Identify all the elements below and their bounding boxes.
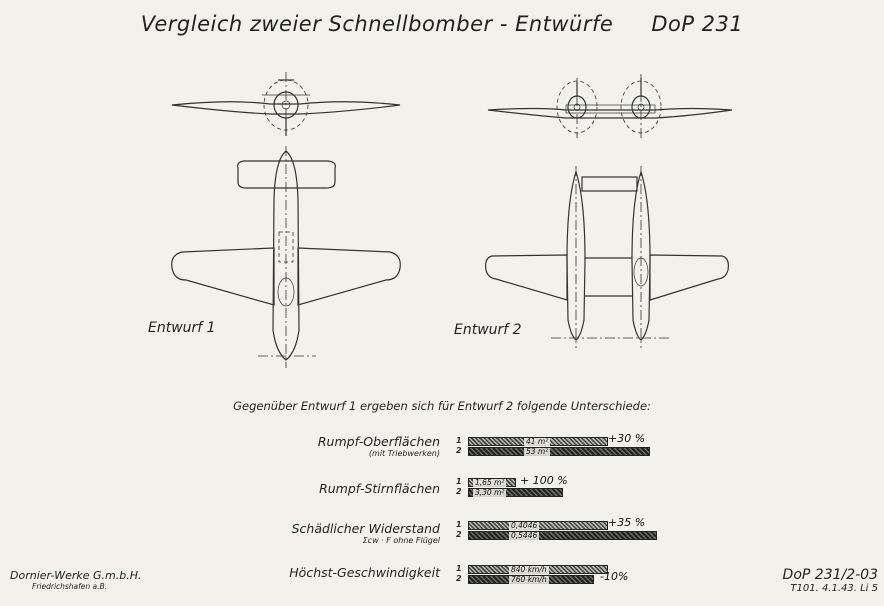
bar-1-index: 1 — [456, 477, 462, 486]
bar-value: 41 m² — [526, 437, 549, 446]
bar-value: 760 km/h — [511, 575, 547, 584]
bar-design-2 — [468, 488, 563, 497]
row-title: Rumpf-Stirnflächen — [319, 481, 440, 496]
difference-label: +35 % — [608, 516, 646, 529]
company-city: Friedrichshafen a.B. — [32, 582, 108, 591]
bar-1-index: 1 — [456, 564, 462, 573]
bar-2-index: 2 — [456, 487, 462, 496]
bar-design-1 — [468, 478, 516, 487]
design-2-plan-view — [486, 166, 729, 348]
difference-label: +30 % — [608, 432, 646, 445]
company-name: Dornier-Werke G.m.b.H. — [10, 569, 142, 582]
bar-design-2 — [468, 531, 657, 540]
bar-design-2 — [468, 575, 594, 584]
design-2-front-view — [488, 74, 732, 140]
drawing-id-block — [752, 567, 878, 594]
design-1-front-view — [172, 72, 400, 138]
row-label — [240, 521, 440, 545]
company-block — [10, 569, 142, 591]
bar-value: 0,5446 — [511, 531, 538, 540]
design-2-label: Entwurf 2 — [454, 322, 522, 338]
row-title: Schädlicher Widerstand — [291, 521, 440, 536]
bar-1-index: 1 — [456, 520, 462, 529]
bar-design-2 — [468, 447, 650, 456]
bar-value: 3,30 m² — [475, 488, 505, 497]
drawing-reference: T101. 4.1.43. Li 5 — [790, 583, 878, 594]
title-main: Vergleich zweier Schnellbomber - Entwürfe — [140, 12, 614, 36]
bar-2-index: 2 — [456, 530, 462, 539]
bar-value: 840 km/h — [511, 565, 547, 574]
row-title: Höchst-Geschwindigkeit — [289, 565, 440, 580]
bar-1-index: 1 — [456, 436, 462, 445]
bar-value: 0,4046 — [511, 521, 538, 530]
row-subtitle: Σcw · F ohne Flügel — [362, 536, 440, 545]
design-1-label: Entwurf 1 — [148, 320, 216, 336]
title-code: DoP 231 — [651, 12, 744, 36]
bar-design-1 — [468, 565, 608, 574]
bar-value: 1,65 m² — [475, 478, 505, 487]
bar-value: 53 m² — [526, 447, 549, 456]
difference-label: -10% — [600, 570, 629, 583]
bar-design-1 — [468, 437, 608, 446]
bar-design-1 — [468, 521, 608, 530]
bar-2-index: 2 — [456, 574, 462, 583]
bar-2-index: 2 — [456, 446, 462, 455]
row-label — [240, 565, 440, 580]
row-subtitle: (mit Triebwerken) — [368, 449, 440, 458]
difference-label: + 100 % — [520, 474, 568, 487]
drawing-number: DoP 231/2-03 — [782, 567, 878, 583]
row-title: Rumpf-Oberflächen — [317, 434, 440, 449]
row-label — [240, 481, 440, 496]
row-label — [240, 434, 440, 458]
comparison-intro: Gegenüber Entwurf 1 ergeben sich für Entwurf 2 folgende Unterschiede: — [233, 399, 651, 413]
